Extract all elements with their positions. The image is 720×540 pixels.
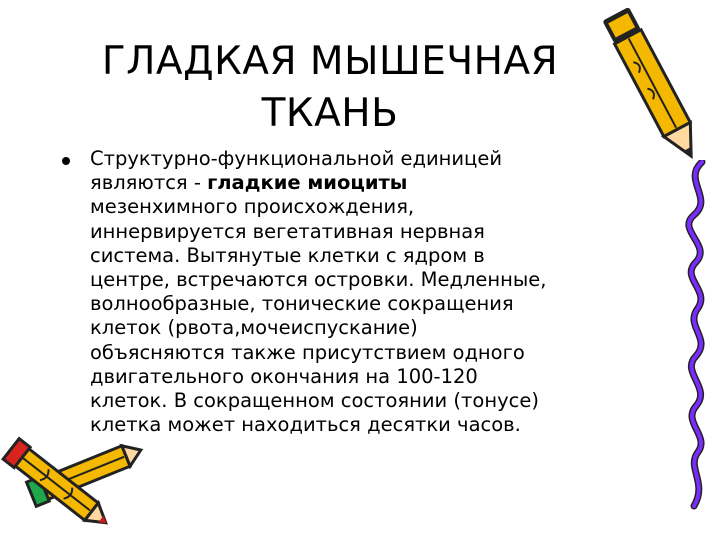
- bullet-icon: [62, 157, 70, 165]
- bullet-item: [62, 147, 662, 437]
- bullet-line: клетка может находиться десятки часов.: [90, 413, 521, 437]
- bullet-line: клеток. В сокращенном состоянии (тонусе): [90, 389, 539, 413]
- pencil-icon: [600, 0, 710, 175]
- squiggle-line-icon: [672, 160, 718, 510]
- bullet-list: [62, 147, 662, 437]
- bullet-text: [90, 147, 662, 437]
- bullet-line: клеток (рвота,мочеиспускание): [90, 316, 418, 340]
- bullet-line-prefix: являются -: [90, 171, 208, 195]
- bullet-line: система. Вытянутые клетки с ядром в: [90, 243, 485, 267]
- bullet-line-with-term: [90, 171, 662, 195]
- bullet-line: двигательного окончания на 100-120: [90, 364, 478, 388]
- bullet-line: иннервируется вегетативная нервная: [90, 219, 485, 243]
- crossed-pencils-icon: [0, 432, 150, 532]
- bullet-line: волнообразные, тонические сокращения: [90, 292, 514, 316]
- bullet-line: мезенхимного происхождения,: [90, 195, 415, 219]
- title-line-1: ГЛАДКАЯ МЫШЕЧНАЯ: [101, 39, 559, 84]
- bullet-line: объясняются также присутствием одного: [90, 340, 525, 364]
- bullet-line: центре, встречаются островки. Медленные,: [90, 268, 547, 292]
- slide-title: [40, 36, 620, 140]
- title-line-2: ТКАНЬ: [261, 91, 399, 136]
- bullet-line: Структурно-функциональной единицей: [90, 147, 503, 170]
- key-term: гладкие миоциты: [207, 171, 408, 195]
